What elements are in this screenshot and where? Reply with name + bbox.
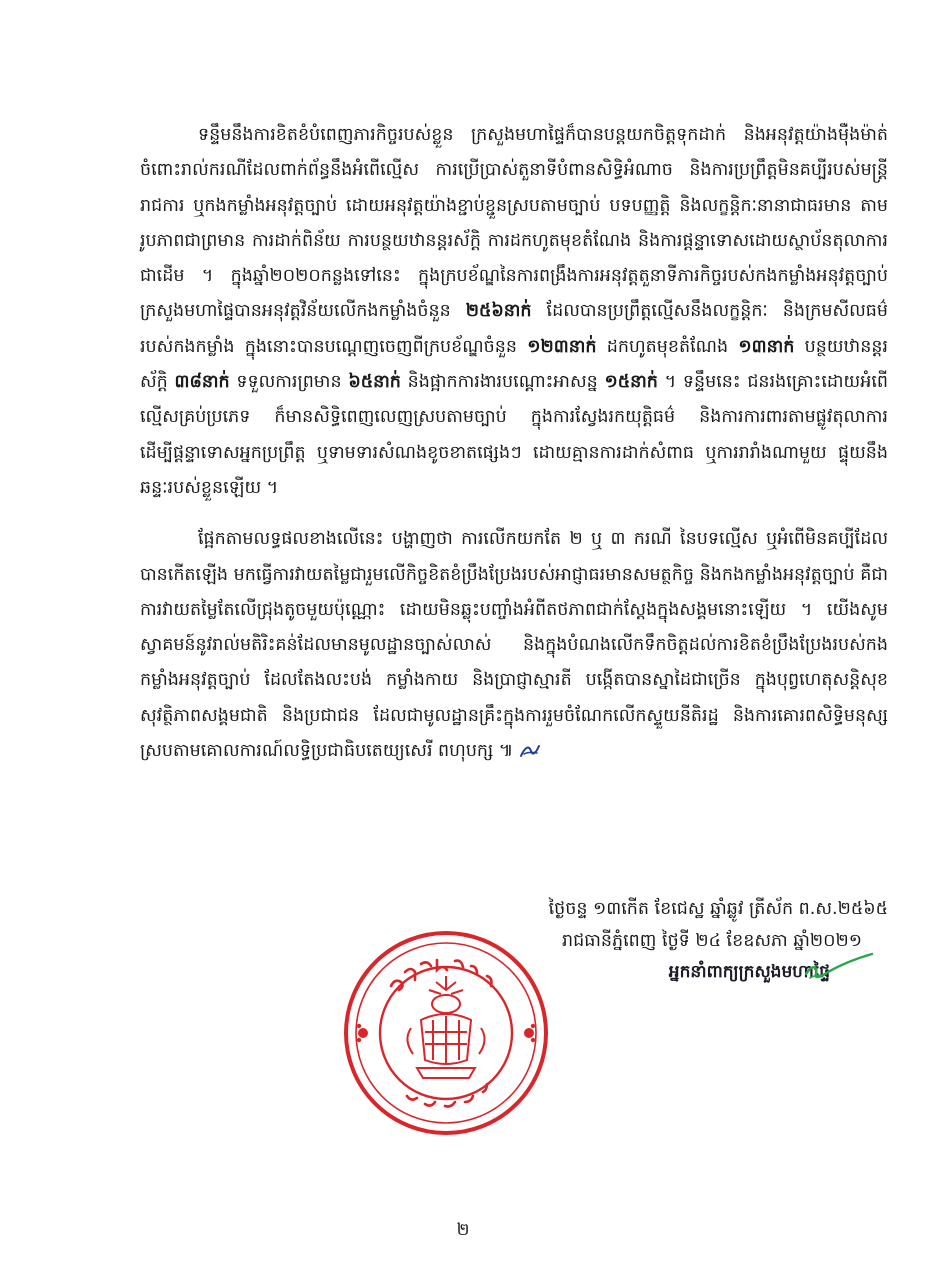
text-run: ផ្អែកតាមលទ្ធផលខាងលើនេះ បង្ហាញថា ការលើកយកតែ ២ ឬ ៣ ករណី នៃបទល្មើស ឬអំពើមិនគប្បីដែលបានកើតឡើង មកធ្វើការវាយតម្លៃជារួមលើកិច្ចខិតខំប្រឹងប្រែងរបស់អាជ្ញាធរមានសមត្ថកិច្ច និងកងកម្លាំងអនុវត្តច្បាប់ គឺជាការវាយតម្លៃតែលើជ្រុងតូចមួយប៉ុណ្ណោះ ដោយមិនឆ្លុះបញ្ចាំងអំពីតថភាពជាក់ស្តែងក្នុងសង្គមនោះឡើយ ។ យើងសូមស្វាគមន៍នូវរាល់មតិរិះគន់ដែលមានមូលដ្ឋានច្បាស់លាស់ និងក្នុងបំណងលើកទឹកចិត្តដល់ការខិតខំប្រឹងប្រែងរបស់កងកម្លាំងអនុវត្តច្បាប់ ដែលតែងលះបង់ កម្លាំងកាយ និងប្រាជ្ញាស្មារតី បង្កើតបានស្នាដៃជាច្រើន ក្នុងបុព្វហេតុសន្តិសុខ សុវត្ថិភាពសង្គមជាតិ និងប្រជាជន ដែលជាមូលដ្ឋានគ្រឹះក្នុងការរួមចំណែកលើកស្ទួយនីតិរដ្ឋ និងការគោរពសិទ្ធិមនុស្ស ស្របតាមគោលការណ៍លទ្ធិប្រជាធិបតេយ្យសេរី ពហុបក្ស ៕	[140, 529, 888, 762]
document-body	[140, 118, 888, 769]
count-removed-from-post: ១៣នាក់	[738, 336, 795, 357]
ministry-seal-stamp	[341, 928, 551, 1138]
count-dismissed: ១២៣នាក់	[527, 336, 597, 357]
text-run: ដកហូតមុខតំណែង	[596, 336, 739, 357]
lunar-date: ថ្ងៃចន្ទ ១៣កើត ខែជេស្ឋ ឆ្នាំឆ្លូវ ត្រីស័ក ព.ស.២៥៦៥	[548, 899, 888, 919]
page-number: ២	[456, 1220, 470, 1240]
ink-flourish-icon	[519, 743, 541, 759]
count-demoted: ៣៨នាក់	[174, 372, 230, 393]
text-run: ។ ទន្ទឹមនេះ ជនរងគ្រោះដោយអំពើល្មើសគ្រប់ប្រភេទ ក៏មានសិទ្ធិពេញលេញស្របតាមច្បាប់ ក្នុងការស្វែងរកយុត្តិធម៌ និងការការពារតាមផ្លូវតុលាការ ដើម្បីផ្តន្ទាទោសអ្នកប្រព្រឹត្ត ឬទាមទារសំណងខូចខាតផ្សេងៗ ដោយគ្មានការដាក់សំពាធ ឬការរារាំងណាមួយ ផ្ទុយនឹងឆន្ទៈរបស់ខ្លួនឡើយ ។	[140, 372, 888, 498]
text-run: បន្ថយឋានន្តរស័ក្តិ	[140, 336, 888, 393]
handwritten-signature	[802, 952, 874, 986]
count-disciplined: ២៥៦នាក់	[465, 301, 532, 322]
count-suspended: ១៥នាក់	[604, 372, 658, 393]
paragraph-assessment	[140, 522, 888, 769]
text-run: ទទួលការព្រមាន	[229, 372, 349, 393]
paragraph-discipline-report	[140, 118, 888, 506]
text-run: ដែលបានប្រព្រឹត្តល្មើសនឹងលក្ខន្តិកៈ និងក្រមសីលធម៌របស់កងកម្លាំង ក្នុងនោះបានបណ្តេញចេញពីក្របខ័ណ្ឌចំនួន	[140, 301, 888, 357]
text-run: ទន្ទឹមនឹងការខិតខំបំពេញភារកិច្ចរបស់ខ្លួន ក្រសួងមហាផ្ទៃក៏បានបន្តយកចិត្តទុកដាក់ និងអនុវត្តយ៉ាងម៉ឺងម៉ាត់ចំពោះរាល់ករណីដែលពាក់ព័ន្ធនឹងអំពើល្មើស ការប្រើប្រាស់តួនាទីបំពានសិទ្ធិអំណាច និងការប្រព្រឹត្តមិនគប្បីរបស់មន្ត្រីរាជការ ឬកងកម្លាំងអនុវត្តច្បាប់ ដោយអនុវត្តយ៉ាងខ្ជាប់ខ្ជួនស្របតាមច្បាប់ បទបញ្ញត្តិ និងលក្ខន្តិកៈនានាជាធរមាន តាមរូបភាពជាព្រមាន ការដាក់ពិន័យ ការបន្ថយឋានន្តរស័ក្តិ ការដកហូតមុខតំណែង និងការផ្តន្ទាទោសដោយស្ថាប័នតុលាការជាដើម ។ ក្នុងឆ្នាំ២០២០កន្លងទៅនេះ ក្នុងក្របខ័ណ្ឌនៃការពង្រឹងការអនុវត្តតួនាទីភារកិច្ចរបស់កងកម្លាំងអនុវត្តច្បាប់ ក្រសួងមហាផ្ទៃបានអនុវត្តវិន័យលើកងកម្លាំងចំនួន	[140, 125, 888, 322]
place-and-date: រាជធានីភ្នំពេញ ថ្ងៃទី ២៤ ខែឧសភា ឆ្នាំ២០២១	[562, 931, 862, 951]
signatory-title: អ្នកនាំពាក្យក្រសួងមហាផ្ទៃ	[668, 962, 830, 982]
text-run: និងផ្អាកការងារបណ្តោះអាសន្ន	[400, 372, 605, 393]
count-warned: ៦៥នាក់	[348, 372, 401, 393]
